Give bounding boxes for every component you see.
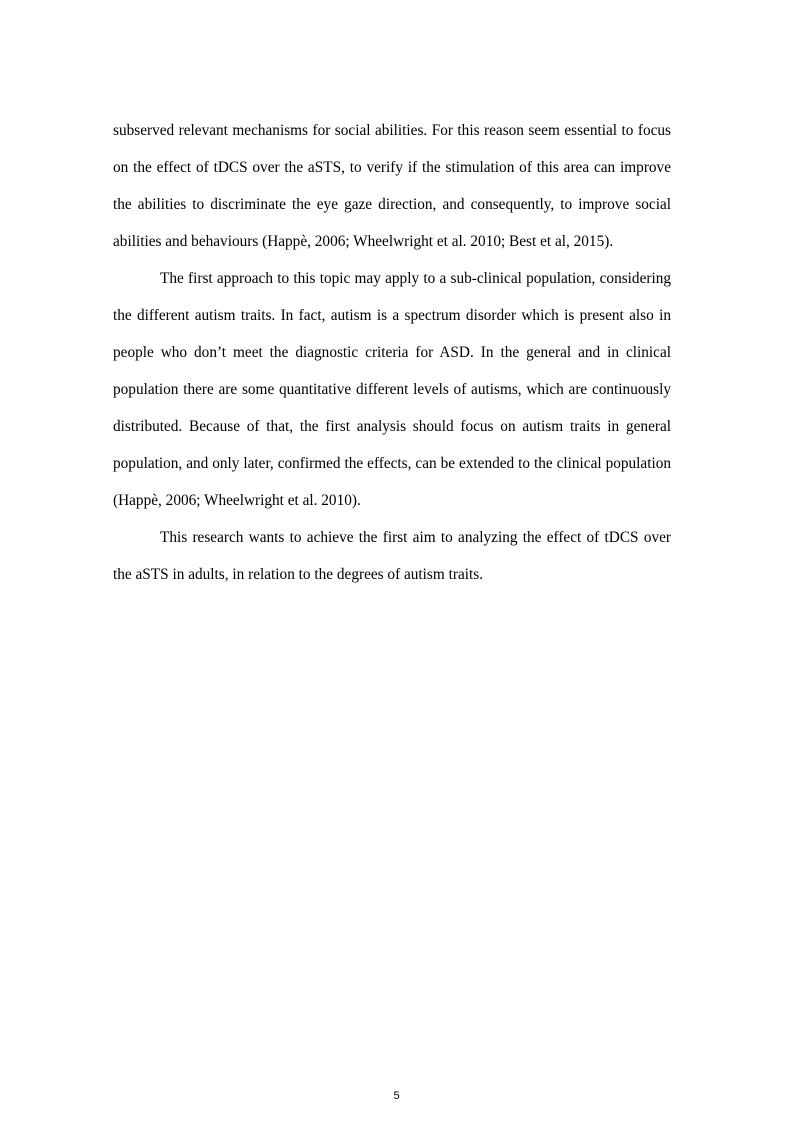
- paragraph-2: The first approach to this topic may apply to a sub-clinical population, considering the different autism traits. In fact, autism is a spectrum disorder which is present also in people who don’t meet the diagnostic criteria for ASD. In the general and in clinical population there are some quantitative different levels of autisms, which are continuously distributed. Because of that, the first analysis should focus on autism traits in general population, and only later, confirmed the effects, can be extended to the clinical population (Happè, 2006; Wheelwright et al. 2010).: [113, 270, 671, 509]
- body-text: [113, 112, 671, 593]
- paragraph-1: subserved relevant mechanisms for social abilities. For this reason seem essential to focus on the effect of tDCS over the aSTS, to verify if the stimulation of this area can improve the abilities to discriminate the eye gaze direction, and consequently, to improve social abilities and behaviours (Happè, 2006; Wheelwright et al. 2010; Best et al, 2015).: [113, 122, 671, 250]
- paragraph-3: This research wants to achieve the first aim to analyzing the effect of tDCS over the aSTS in adults, in relation to the degrees of autism traits.: [113, 529, 671, 583]
- page-number: 5: [393, 1090, 400, 1102]
